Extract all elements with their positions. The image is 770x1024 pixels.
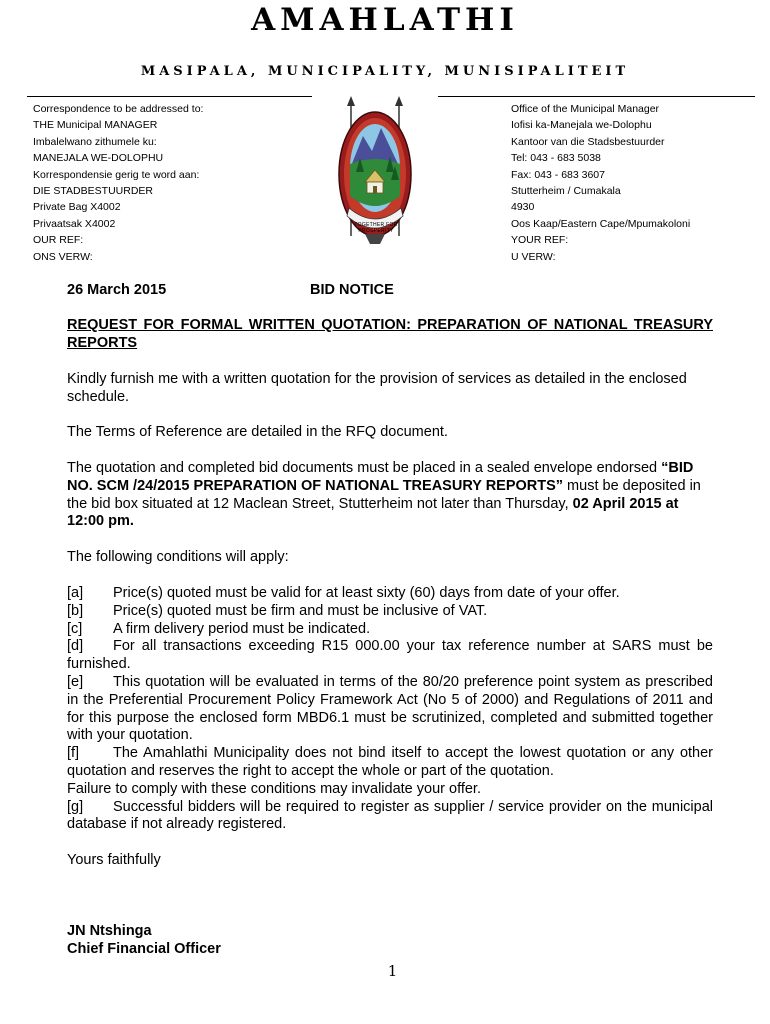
letter-date: 26 March 2015: [67, 282, 167, 298]
condition-d: [d] For all transactions exceeding R15 000.00 your tax reference number at SARS must be furnished.: [67, 638, 713, 673]
address-block-right: [511, 101, 690, 265]
address-right-line: U VERW:: [511, 250, 556, 263]
address-left-line: MANEJALA WE-DOLOPHU: [33, 152, 164, 165]
closing-date: 02 April 2015 at 12:00 pm.: [67, 495, 679, 530]
municipal-crest-icon: [325, 96, 425, 266]
paragraph-furnish: Kindly furnish me with a written quotation for the provision of services as detailed in the enclosed schedule.: [67, 371, 687, 405]
header-rule-right: [438, 96, 755, 97]
address-right-line: Iofisi ka-Manejala we-Dolophu: [511, 119, 652, 132]
condition-g: [g] Successful bidders will be required to register as supplier / service provider on the municipal database if not already registered.: [67, 798, 713, 833]
address-left-line: Correspondence to be addressed to:: [33, 103, 204, 115]
address-right-line: Tel: 043 - 683 5038: [511, 152, 601, 165]
header-rule-left: [27, 96, 312, 97]
address-right-line: Kantoor van die Stadsbestuurder: [511, 135, 665, 148]
submission-text: The quotation and completed bid documents must be placed in a sealed envelope endorsed: [67, 460, 658, 476]
bid-reference: “BID NO. SCM /24/2015 PREPARATION OF NATIONAL TREASURY REPORTS”: [67, 460, 694, 494]
address-block-left: [33, 101, 203, 265]
address-right-line: Fax: 043 - 683 3607: [511, 168, 605, 181]
address-left-line: Private Bag X4002: [33, 201, 121, 214]
address-left-line: Imbalelwano zithumele ku:: [33, 135, 157, 148]
address-left-line: DIE STADBESTUURDER: [33, 185, 153, 198]
notice-title: BID NOTICE: [310, 282, 394, 298]
submission-text-continued: must be deposited in the bid box situated at 12 Maclean Street, Stutterheim not later than Thursday,: [67, 477, 701, 512]
address-right-line: Oos Kaap/Eastern Cape/Mpumakoloni: [511, 217, 691, 230]
address-left-line: THE Municipal MANAGER: [33, 119, 158, 132]
paragraph-terms: The Terms of Reference are detailed in the RFQ document.: [67, 424, 448, 440]
condition-c: [c] A firm delivery period must be indicated.: [67, 620, 371, 637]
conditions-list: [67, 585, 713, 834]
condition-e: [e] This quotation will be evaluated in terms of the 80/20 preference point system as prescribed in the Preferential Procurement Policy Framework Act (No 5 of 2000) and Regulations of 2011 and for this purpose the enclosed form MBD6.1 must be scrutinized, completed and submitted together with your quotation.: [67, 673, 713, 744]
signatory-name: JN Ntshinga: [67, 923, 152, 939]
address-right-line: 4930: [511, 201, 535, 214]
address-left-line: Korrespondensie gerig te word aan:: [33, 168, 200, 181]
condition-f: [f] The Amahlathi Municipality does not bind itself to accept the lowest quotation or any other quotation and reserves the right to accept the whole or part of the quotation.: [67, 745, 713, 779]
condition-b: [b] Price(s) quoted must be firm and must be inclusive of VAT.: [67, 602, 488, 619]
condition-note: Failure to comply with these conditions may invalidate your offer.: [67, 780, 481, 797]
address-right-line: Office of the Municipal Manager: [511, 103, 660, 115]
address-right-line: YOUR REF:: [511, 234, 569, 247]
condition-a: [a] Price(s) quoted must be valid for at least sixty (60) days from date of your offer.: [67, 585, 620, 601]
address-right-line: Stutterheim / Cumakala: [511, 185, 621, 198]
address-left-line: Privaatsak X4002: [33, 217, 116, 230]
signatory-title: Chief Financial Officer: [67, 941, 221, 957]
address-left-line: OUR REF:: [33, 234, 84, 247]
paragraph-submission: [67, 460, 719, 531]
municipality-title: AMAHLATHI: [251, 2, 519, 38]
subject-line: REQUEST FOR FORMAL WRITTEN QUOTATION: PREPARATION OF NATIONAL TREASURY REPORTS: [67, 317, 713, 351]
conditions-intro: The following conditions will apply:: [67, 549, 289, 565]
crest-motto: TOGETHER FOR PROSPERITY: [354, 222, 398, 234]
closing-salutation: Yours faithfully: [67, 852, 161, 868]
address-left-line: ONS VERW:: [33, 250, 93, 263]
municipality-subtitle: MASIPALA, MUNICIPALITY, MUNISIPALITEIT: [140, 64, 630, 79]
page-number: 1: [387, 962, 398, 980]
